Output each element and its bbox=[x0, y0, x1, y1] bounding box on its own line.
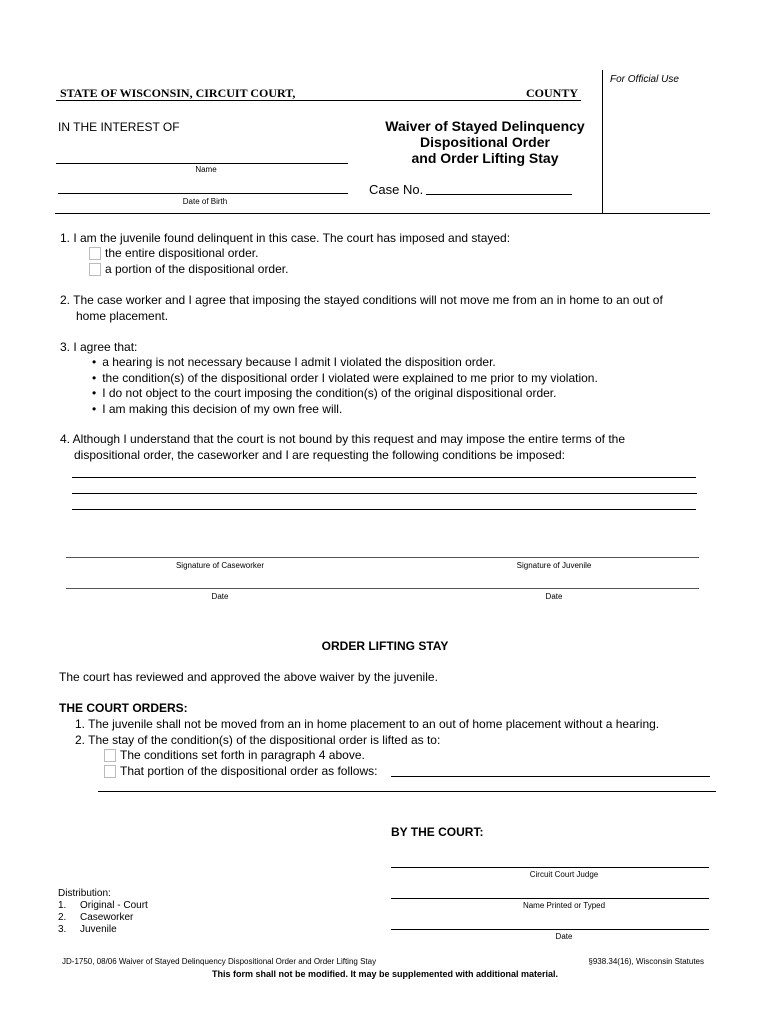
form-id: JD-1750, 08/06 Waiver of Stayed Delinquency Dispositional Order and Order Lifting Stay bbox=[62, 957, 377, 966]
list-item: 2. Caseworker bbox=[58, 912, 134, 923]
p2-line1: 2. The case worker and I agree that imposing the stayed conditions will not move me from an in home to an out of bbox=[60, 293, 663, 307]
by-the-court-label: BY THE COURT: bbox=[391, 825, 484, 839]
list-item: • I do not object to the court imposing the condition(s) of the original dispositional order. bbox=[92, 386, 557, 400]
p1-option-portion bbox=[89, 262, 288, 276]
court-orders-heading: THE COURT ORDERS: bbox=[59, 701, 188, 715]
conditions-line-1[interactable] bbox=[72, 477, 696, 478]
signature-line[interactable] bbox=[66, 557, 699, 558]
p1-option2-label: a portion of the dispositional order. bbox=[105, 262, 289, 276]
p1-option1-label: the entire dispositional order. bbox=[105, 246, 259, 260]
order-option-paragraph4 bbox=[104, 748, 365, 762]
case-no-field[interactable] bbox=[426, 194, 572, 195]
case-no-label: Case No. bbox=[369, 182, 424, 197]
order-option1-label: The conditions set forth in paragraph 4 above. bbox=[120, 748, 365, 762]
checkbox-portion-order[interactable] bbox=[89, 263, 101, 276]
p4-line2: dispositional order, the caseworker and I are requesting the following conditions be imposed: bbox=[74, 448, 565, 462]
signature-juvenile-label: Signature of Juvenile bbox=[516, 561, 592, 570]
name-printed-label: Name Printed or Typed bbox=[522, 901, 606, 910]
name-field[interactable] bbox=[56, 163, 348, 164]
name-printed-field[interactable] bbox=[391, 898, 709, 899]
conditions-line-2[interactable] bbox=[72, 493, 697, 494]
checkbox-entire-order[interactable] bbox=[89, 247, 101, 260]
order-date-field[interactable] bbox=[391, 929, 709, 930]
statute-ref: §938.34(16), Wisconsin Statutes bbox=[588, 957, 704, 966]
p1-option-entire bbox=[89, 246, 258, 260]
modification-notice: This form shall not be modified. It may be supplemented with additional material. bbox=[211, 969, 559, 979]
signature-caseworker-label: Signature of Caseworker bbox=[175, 561, 265, 570]
p2-line2: home placement. bbox=[76, 309, 169, 323]
list-item: • the condition(s) of the dispositional order I violated were explained to me prior to my violation. bbox=[92, 370, 598, 385]
interest-of-label: IN THE INTEREST OF bbox=[58, 120, 180, 134]
order-heading: ORDER LIFTING STAY bbox=[321, 639, 449, 653]
checkbox-paragraph-4[interactable] bbox=[104, 749, 116, 762]
county-line[interactable] bbox=[56, 100, 581, 101]
judge-signature-field[interactable] bbox=[391, 867, 709, 868]
header-divider bbox=[55, 213, 710, 214]
p4-line1: 4. Although I understand that the court is not bound by this request and may impose the entire terms of the bbox=[60, 432, 626, 446]
order-reviewed-text: The court has reviewed and approved the above waiver by the juvenile. bbox=[59, 670, 438, 684]
date-line[interactable] bbox=[66, 588, 699, 589]
date-left-label: Date bbox=[211, 592, 229, 601]
p3-intro: 3. I agree that: bbox=[60, 340, 138, 354]
title-line-2: Dispositional Order bbox=[420, 134, 550, 150]
portion-field-line-2[interactable] bbox=[98, 791, 716, 792]
order-item-2: 2. The stay of the condition(s) of the dispositional order is lifted as to: bbox=[75, 733, 441, 747]
order-option2-label: That portion of the dispositional order as follows: bbox=[120, 764, 378, 778]
distribution-title: Distribution: bbox=[58, 888, 111, 899]
list-item: 3. Juvenile bbox=[58, 924, 117, 935]
county-label: COUNTY bbox=[526, 86, 579, 100]
p3-bullet-list bbox=[92, 355, 598, 417]
distribution-block bbox=[58, 888, 148, 936]
court-line: STATE OF WISCONSIN, CIRCUIT COURT, bbox=[60, 86, 296, 100]
order-item-1: 1. The juvenile shall not be moved from an in home placement to an out of home placement without a hearing. bbox=[75, 717, 660, 731]
title-line-1: Waiver of Stayed Delinquency bbox=[385, 118, 585, 134]
official-use-label: For Official Use bbox=[610, 74, 679, 85]
dob-field[interactable] bbox=[58, 193, 348, 194]
p1-text: 1. I am the juvenile found delinquent in this case. The court has imposed and stayed: bbox=[60, 231, 511, 245]
order-date-label: Date bbox=[555, 932, 573, 941]
judge-label: Circuit Court Judge bbox=[529, 870, 599, 879]
name-label: Name bbox=[195, 165, 217, 174]
list-item: 1. Original - Court bbox=[58, 900, 148, 911]
list-item: • a hearing is not necessary because I admit I violated the disposition order. bbox=[92, 355, 496, 369]
form-title bbox=[370, 118, 600, 166]
date-right-label: Date bbox=[545, 592, 563, 601]
conditions-line-3[interactable] bbox=[72, 509, 696, 510]
title-line-3: and Order Lifting Stay bbox=[411, 150, 559, 166]
list-item: • I am making this decision of my own free will. bbox=[92, 401, 343, 416]
dob-label: Date of Birth bbox=[182, 197, 228, 206]
checkbox-portion-follows[interactable] bbox=[104, 765, 116, 778]
portion-field-line-1[interactable] bbox=[391, 776, 710, 777]
order-option-portion bbox=[104, 764, 377, 778]
official-use-divider bbox=[602, 70, 603, 213]
